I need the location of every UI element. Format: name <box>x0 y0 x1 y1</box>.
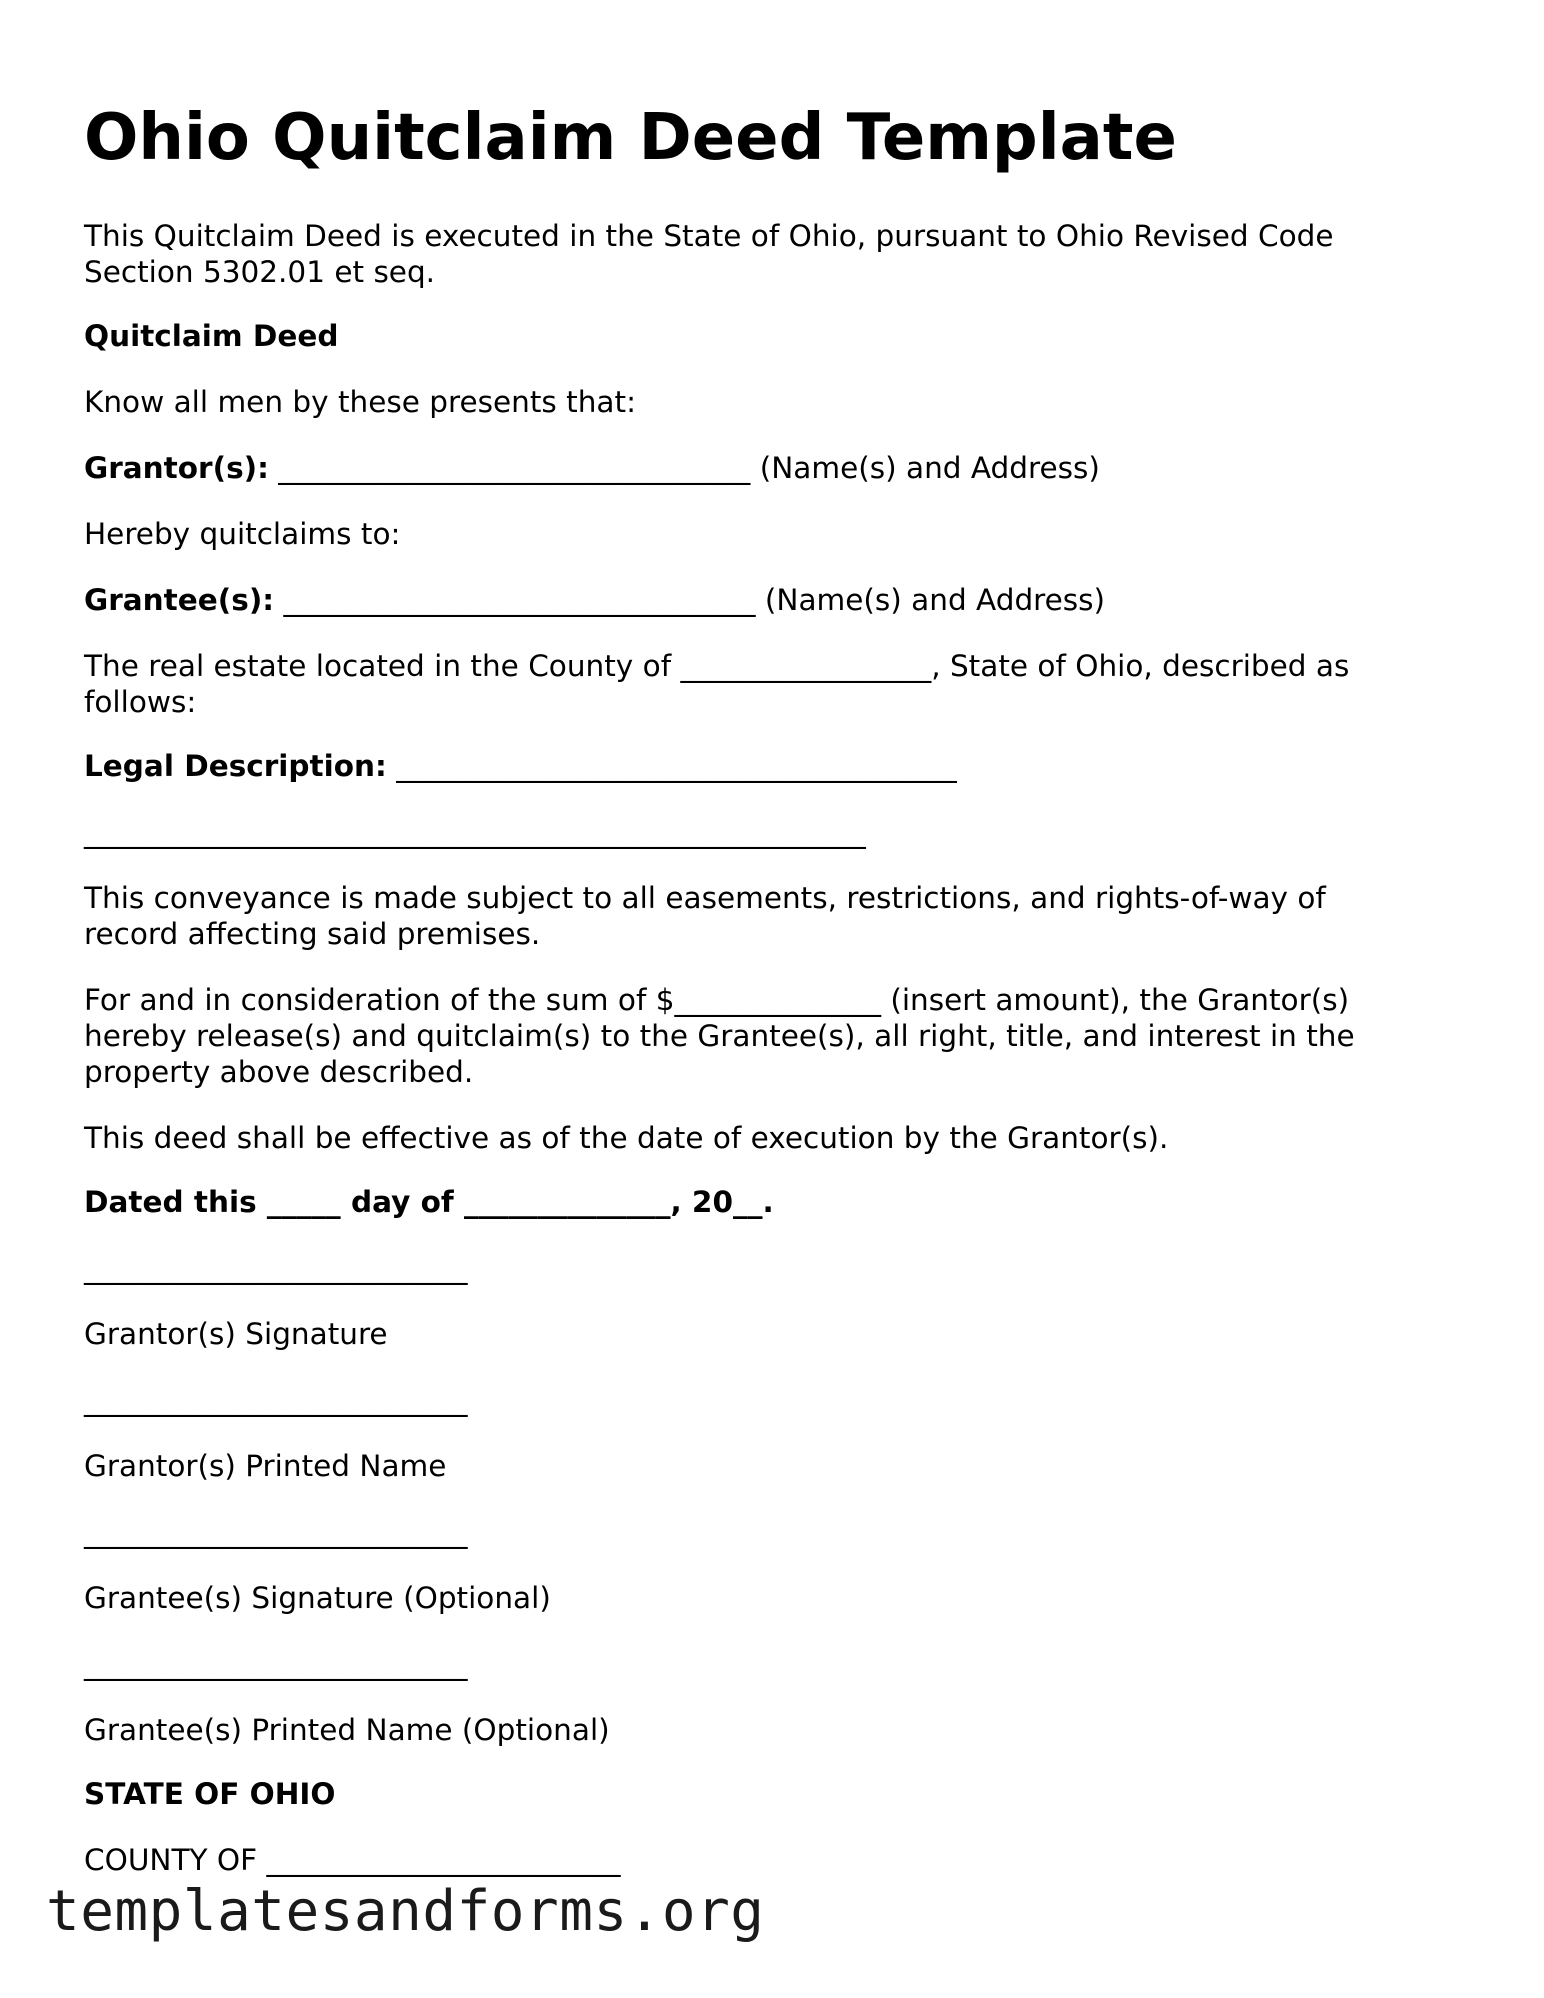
legal-description-continuation[interactable]: _____________________________________________________ <box>84 815 866 849</box>
county-clause-line-2: follows: <box>84 685 197 719</box>
legal-description-blank[interactable]: ______________________________________ <box>386 749 957 783</box>
grantee-blank[interactable]: ________________________________ <box>274 583 756 617</box>
state-heading: STATE OF OHIO <box>84 1777 336 1811</box>
consideration-line-2: hereby release(s) and quitclaim(s) to the Grantee(s), all right, title, and interest in the <box>84 1019 1355 1053</box>
grantee-signature-label: Grantee(s) Signature (Optional) <box>84 1581 551 1615</box>
grantee-field <box>84 582 1105 618</box>
consideration-line-3: property above described. <box>84 1055 474 1089</box>
effective-text: This deed shall be effective as of the date of execution by the Grantor(s). <box>84 1121 1169 1155</box>
intro-line-1: This Quitclaim Deed is executed in the State of Ohio, pursuant to Ohio Revised Code <box>84 219 1334 253</box>
conveyance-line-1: This conveyance is made subject to all easements, restrictions, and rights-of-way of <box>84 881 1326 915</box>
know-all-text: Know all men by these presents that: <box>84 385 637 419</box>
grantor-printed-name-label: Grantor(s) Printed Name <box>84 1449 447 1483</box>
consideration-line-1: For and in consideration of the sum of $______________ (insert amount), the Grantor(s) <box>84 983 1350 1017</box>
grantor-signature-label: Grantor(s) Signature <box>84 1317 388 1351</box>
page-title: Ohio Quitclaim Deed Template <box>84 101 1177 175</box>
dated-line: Dated this _____ day of ______________, 20__. <box>84 1185 774 1219</box>
grantee-signature-line[interactable]: __________________________ <box>84 1515 468 1549</box>
intro-line-2: Section 5302.01 et seq. <box>84 255 436 289</box>
conveyance-line-2: record affecting said premises. <box>84 917 541 951</box>
grantee-label: Grantee(s): <box>84 583 275 617</box>
watermark-footer: templatesandforms.org <box>46 1879 765 1944</box>
grantor-blank[interactable]: ________________________________ <box>268 451 751 485</box>
grantor-printed-name-line[interactable]: __________________________ <box>84 1383 468 1417</box>
grantor-label: Grantor(s): <box>84 451 269 485</box>
grantor-signature-line[interactable]: __________________________ <box>84 1251 468 1285</box>
section-heading: Quitclaim Deed <box>84 319 339 353</box>
grantor-suffix: (Name(s) and Address) <box>750 451 1100 485</box>
legal-description-label: Legal Description: <box>84 749 387 783</box>
county-of-field <box>84 1842 620 1878</box>
county-of-label: COUNTY OF <box>84 1843 258 1877</box>
grantee-printed-name-label: Grantee(s) Printed Name (Optional) <box>84 1713 610 1747</box>
legal-description-field <box>84 748 957 784</box>
quitclaims-to-text: Hereby quitclaims to: <box>84 517 401 551</box>
grantee-printed-name-line[interactable]: __________________________ <box>84 1647 468 1681</box>
county-clause-line-1: The real estate located in the County of _________________, State of Ohio, described as <box>84 649 1350 683</box>
grantee-suffix: (Name(s) and Address) <box>755 583 1106 617</box>
county-of-blank[interactable]: ________________________ <box>257 1843 621 1877</box>
grantor-field <box>84 450 1100 486</box>
